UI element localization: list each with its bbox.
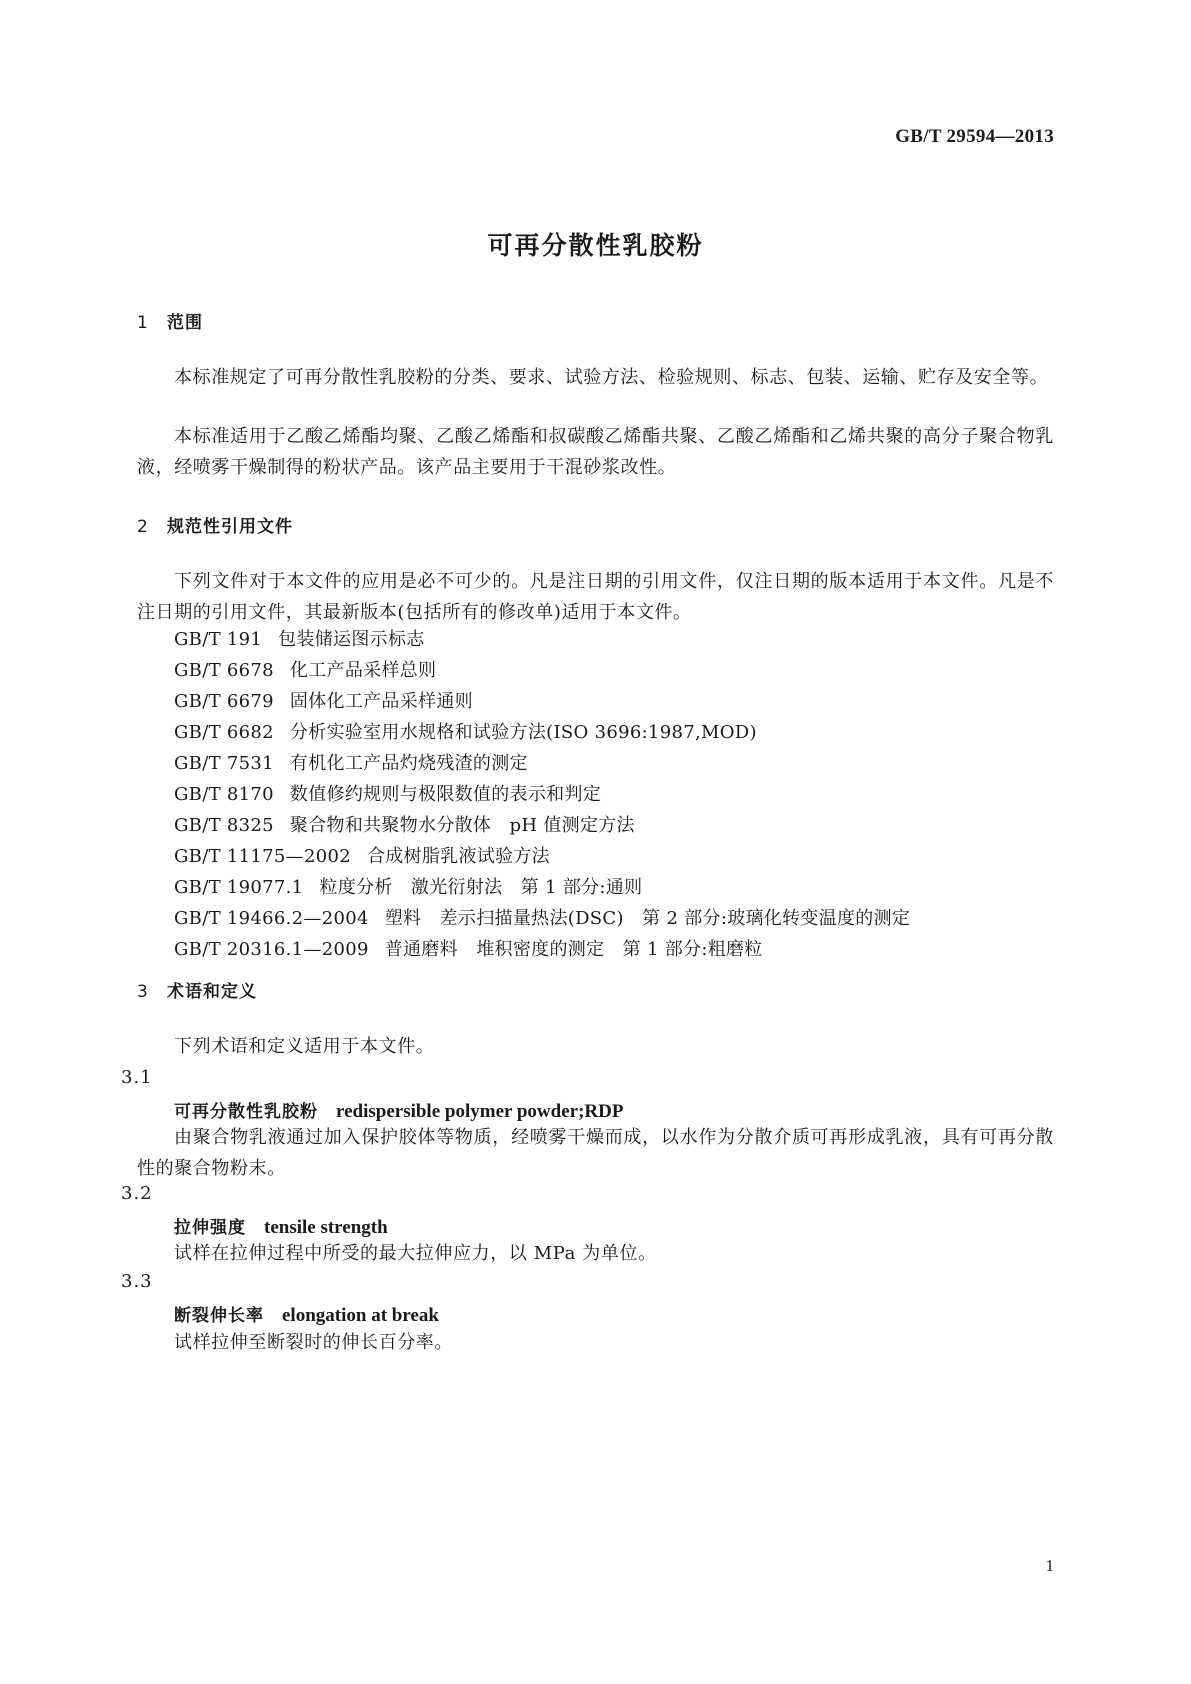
reference-code: GB/T 6678 <box>174 660 274 681</box>
reference-item <box>174 717 910 748</box>
term-definition: 试样拉伸至断裂时的伸长百分率。 <box>174 1332 453 1353</box>
section-heading-terms <box>137 977 257 1002</box>
reference-list <box>174 624 910 965</box>
term-name-zh: 拉伸强度 <box>174 1218 246 1238</box>
reference-item <box>174 934 910 965</box>
reference-code: GB/T 8325 <box>174 815 274 836</box>
section-heading-scope <box>137 308 203 333</box>
term-name-en: redispersible polymer powder;RDP <box>336 1101 624 1122</box>
term-name <box>174 1097 623 1123</box>
section-number: 1 <box>137 313 149 333</box>
section-number: 3 <box>137 982 149 1002</box>
reference-code: GB/T 19077.1 <box>174 877 304 898</box>
document-title: 可再分散性乳胶粉 <box>487 231 704 260</box>
reference-title: 聚合物和共聚物水分散体 pH 值测定方法 <box>289 815 635 836</box>
reference-item <box>174 686 910 717</box>
reference-code: GB/T 7531 <box>174 753 274 774</box>
reference-item <box>174 655 910 686</box>
section-number: 2 <box>137 517 149 537</box>
term-name <box>174 1301 439 1327</box>
section-title: 规范性引用文件 <box>167 517 293 537</box>
scope-paragraph-1: 本标准规定了可再分散性乳胶粉的分类、要求、试验方法、检验规则、标志、包装、运输、贮存及安全等。 <box>174 367 1049 388</box>
term-definition: 试样在拉伸过程中所受的最大拉伸应力，以 MPa 为单位。 <box>174 1243 657 1264</box>
reference-code: GB/T 6679 <box>174 691 274 712</box>
section-heading-normative <box>137 512 293 537</box>
reference-item <box>174 872 910 903</box>
reference-title: 有机化工产品灼烧残渣的测定 <box>289 753 528 774</box>
reference-title: 普通磨料 堆积密度的测定 第 1 部分:粗磨粒 <box>384 939 763 960</box>
term-name-en: elongation at break <box>282 1305 439 1326</box>
reference-code: GB/T 8170 <box>174 784 274 805</box>
term-definition: 由聚合物乳液通过加入保护胶体等物质，经喷雾干燥而成，以水作为分散介质可再形成乳液，具有可再分散性的聚合物粉末。 <box>137 1127 1054 1179</box>
scope-paragraph-2: 本标准适用于乙酸乙烯酯均聚、乙酸乙烯酯和叔碳酸乙烯酯共聚、乙酸乙烯酯和乙烯共聚的高分子聚合物乳液，经喷雾干燥制得的粉状产品。该产品主要用于干混砂浆改性。 <box>137 426 1054 478</box>
term-number: 3.2 <box>121 1183 153 1204</box>
reference-item <box>174 903 910 934</box>
reference-title: 数值修约规则与极限数值的表示和判定 <box>289 784 602 805</box>
terms-intro: 下列术语和定义适用于本文件。 <box>174 1036 435 1057</box>
term-number: 3.3 <box>121 1271 153 1292</box>
reference-code: GB/T 6682 <box>174 722 274 743</box>
page-number: 1 <box>1045 1556 1054 1575</box>
reference-title: 塑料 差示扫描量热法(DSC) 第 2 部分:玻璃化转变温度的测定 <box>384 908 911 929</box>
reference-title: 化工产品采样总则 <box>289 660 437 681</box>
reference-title: 合成树脂乳液试验方法 <box>366 846 550 867</box>
reference-item <box>174 779 910 810</box>
term-number: 3.1 <box>121 1067 153 1088</box>
reference-item <box>174 810 910 841</box>
reference-item <box>174 748 910 779</box>
reference-code: GB/T 19466.2—2004 <box>174 908 369 929</box>
term-name <box>174 1213 388 1239</box>
term-name-zh: 断裂伸长率 <box>174 1306 264 1326</box>
section-title: 范围 <box>167 313 203 333</box>
term-name-zh: 可再分散性乳胶粉 <box>174 1102 318 1122</box>
reference-title: 粒度分析 激光衍射法 第 1 部分:通则 <box>319 877 643 898</box>
reference-title: 包装储运图示标志 <box>278 629 425 650</box>
reference-item <box>174 841 910 872</box>
reference-title: 固体化工产品采样通则 <box>289 691 473 712</box>
reference-title: 分析实验室用水规格和试验方法(ISO 3696:1987,MOD) <box>289 722 757 743</box>
reference-code: GB/T 11175—2002 <box>174 846 351 867</box>
normative-intro: 下列文件对于本文件的应用是必不可少的。凡是注日期的引用文件，仅注日期的版本适用于本文件。凡是不注日期的引用文件，其最新版本(包括所有的修改单)适用于本文件。 <box>137 571 1054 623</box>
reference-item <box>174 624 910 655</box>
standard-code: GB/T 29594—2013 <box>895 126 1054 147</box>
term-name-en: tensile strength <box>264 1217 388 1238</box>
section-title: 术语和定义 <box>167 982 257 1002</box>
reference-code: GB/T 191 <box>174 629 263 650</box>
reference-code: GB/T 20316.1—2009 <box>174 939 369 960</box>
